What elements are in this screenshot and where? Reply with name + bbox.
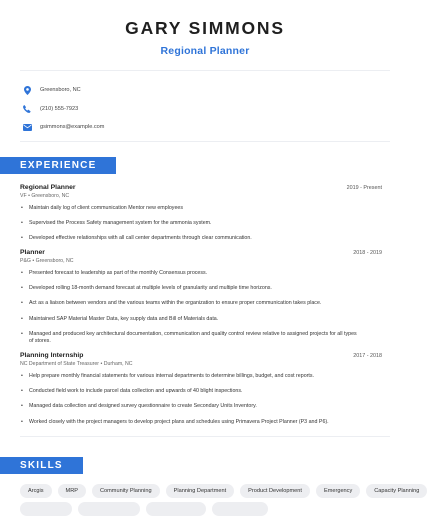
- job-entry-title: Planner: [20, 249, 45, 257]
- skill-tag: MRP: [58, 484, 86, 498]
- skill-tag-partial: [20, 502, 72, 516]
- job-bullet: • Managed data collection and designed survey questionnaire to create Secondary Units Inventory.: [21, 403, 382, 410]
- resume-header: [0, 0, 410, 57]
- job-entry-company: P&G: [20, 258, 31, 265]
- job-entry-title: Planning Internship: [20, 352, 84, 359]
- skill-tag: Arcgis: [20, 484, 52, 498]
- job-bullet: • Maintained SAP Material Master Data, key supply data and Bill of Materials data.: [21, 316, 382, 323]
- job-bullets: [20, 270, 382, 345]
- skill-tag: Capacity Planning: [366, 484, 427, 498]
- skill-tag-partial: [146, 502, 206, 516]
- skill-tag: Community Planning: [92, 484, 160, 498]
- skill-tag: Planning Department: [166, 484, 235, 498]
- job-bullet: • Worked closely with the project managers to develop project plans and schedules using Primavera Project Planner (P3 and P6).: [21, 419, 382, 426]
- contact-list: [0, 71, 410, 141]
- job-bullets: [20, 373, 382, 426]
- job-entry-dates: 2018 - 2019: [353, 250, 382, 257]
- job-entry-location: Greensboro, NC: [31, 192, 70, 199]
- skills-list-continued: [0, 498, 410, 516]
- job-entry-company: VF: [20, 192, 27, 199]
- contact-phone-text: (210) 555-7923: [40, 105, 79, 112]
- contact-location-text: Greensboro, NC: [40, 87, 81, 93]
- job-bullet: • Managed and produced key architectural documentation, communication and quality control review relative to assigned projects for all types of stores.: [21, 331, 382, 345]
- skill-tag-partial: [78, 502, 140, 516]
- job-entry: [0, 184, 410, 242]
- job-entry: [0, 352, 410, 426]
- contact-email-text: gsimmons@example.com: [40, 124, 105, 130]
- contact-divider: [20, 141, 390, 142]
- contact-phone: [22, 100, 410, 118]
- job-bullet: • Maintain daily log of client communication Mentor new employees: [21, 205, 382, 212]
- location-pin-icon: [22, 85, 32, 95]
- job-title: Regional Planner: [160, 45, 250, 57]
- job-entry-location: Greensboro, NC: [35, 258, 74, 265]
- contact-email: [22, 118, 410, 136]
- job-entry-dates: 2019 - Present: [346, 184, 382, 191]
- job-bullet: • Presented forecast to leadership as part of the monthly Consensus process.: [21, 270, 382, 277]
- skill-tag: Product Development: [240, 484, 310, 498]
- contact-location: [22, 81, 410, 99]
- phone-icon: [22, 104, 32, 114]
- job-bullet: • Conducted field work to include parcel data collection and upwards of 40 blight inspections.: [21, 388, 382, 395]
- job-entry-title: Regional Planner: [20, 183, 76, 191]
- skill-tag: Emergency: [316, 484, 360, 498]
- job-entry-location: Durham, NC: [103, 361, 133, 367]
- experience-list: [0, 184, 410, 426]
- job-entry-dates: 2017 - 2018: [353, 353, 382, 359]
- email-icon: [22, 122, 32, 132]
- job-bullets: [20, 205, 382, 242]
- skill-tag-partial: [212, 502, 268, 516]
- job-bullet: • Developed rolling 18-month demand forecast at multiple levels of granularity and multiple time horizons.: [21, 285, 382, 292]
- job-entry-company-line: VF • Greensboro, NC: [20, 192, 70, 199]
- experience-heading: EXPERIENCE: [0, 157, 116, 174]
- job-bullet: • Developed effective relationships with all call center departments through clear communication.: [21, 235, 382, 242]
- skills-list: [0, 474, 420, 498]
- job-bullet: • Supervised the Process Safety management system for the ammonia system.: [21, 220, 382, 227]
- candidate-name: GARY SIMMONS: [125, 18, 285, 38]
- job-entry-company: NC Department of State Treasurer: [20, 361, 99, 367]
- job-entry-company-line: P&G • Greensboro, NC: [20, 258, 74, 265]
- job-entry-company-line: NC Department of State Treasurer • Durham, NC: [20, 361, 133, 367]
- job-entry: [0, 249, 410, 345]
- experience-divider: [20, 436, 390, 437]
- job-bullet: • Act as a liaison between vendors and the various teams within the organization to ensure proper communication takes place.: [21, 300, 382, 307]
- skills-heading: SKILLS: [0, 457, 83, 474]
- job-bullet: • Help prepare monthly financial statements for various internal departments to determine billings, budget, and cost reports.: [21, 373, 382, 380]
